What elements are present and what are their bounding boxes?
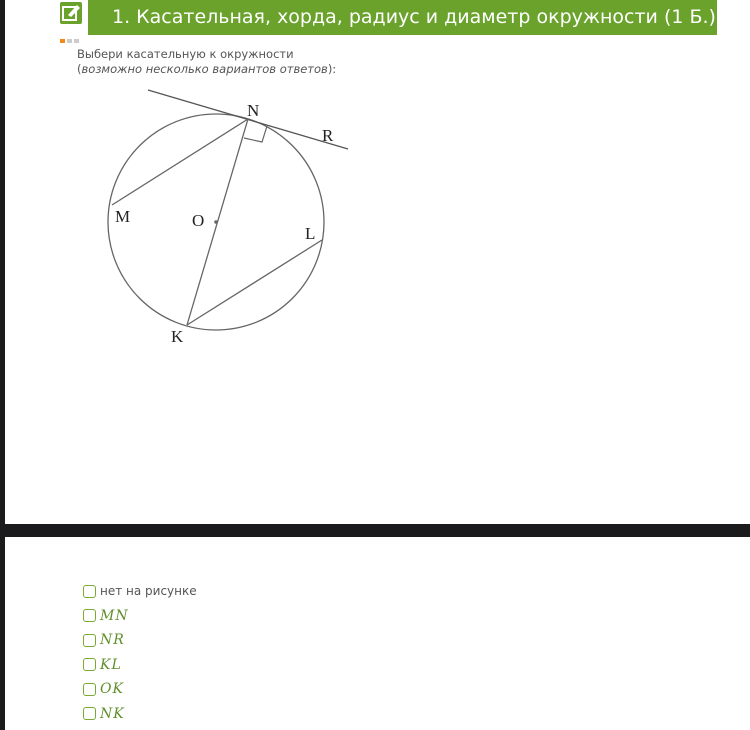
option-label: нет на рисунке [100,584,197,599]
checkbox[interactable] [83,634,96,647]
option-mn[interactable] [83,604,197,629]
checkbox[interactable] [83,609,96,622]
label-r: R [322,126,334,145]
option-nk[interactable] [83,702,197,727]
option-ok[interactable] [83,677,197,702]
chord-mn [112,119,248,205]
option-kl[interactable] [83,653,197,678]
right-angle-mark [244,126,267,142]
paren: ( [77,62,82,76]
checkbox[interactable] [83,707,96,720]
question-line: Выбери касательную к окружности [77,47,294,61]
center-point [214,220,218,224]
label-n: N [247,101,260,120]
option-label: OK [100,681,124,698]
option-label: MN [100,607,129,624]
option-nr[interactable] [83,628,197,653]
paren: ): [327,62,337,76]
option-none[interactable] [83,579,197,604]
label-k: K [171,327,184,346]
option-label: KL [100,656,122,673]
answer-options [83,579,197,726]
checkbox[interactable] [83,658,96,671]
checkbox[interactable] [83,585,96,598]
chord-kl [187,240,322,325]
label-o: O [192,211,205,230]
label-l: L [305,224,316,243]
label-m: M [115,207,131,226]
option-label: NR [100,632,125,649]
option-label: NK [100,705,125,722]
task-title: 1. Касательная, хорда, радиус и диаметр окружности (1 Б.) [88,0,717,35]
checkbox[interactable] [83,683,96,696]
question-hint: возможно несколько вариантов ответов [81,62,328,76]
